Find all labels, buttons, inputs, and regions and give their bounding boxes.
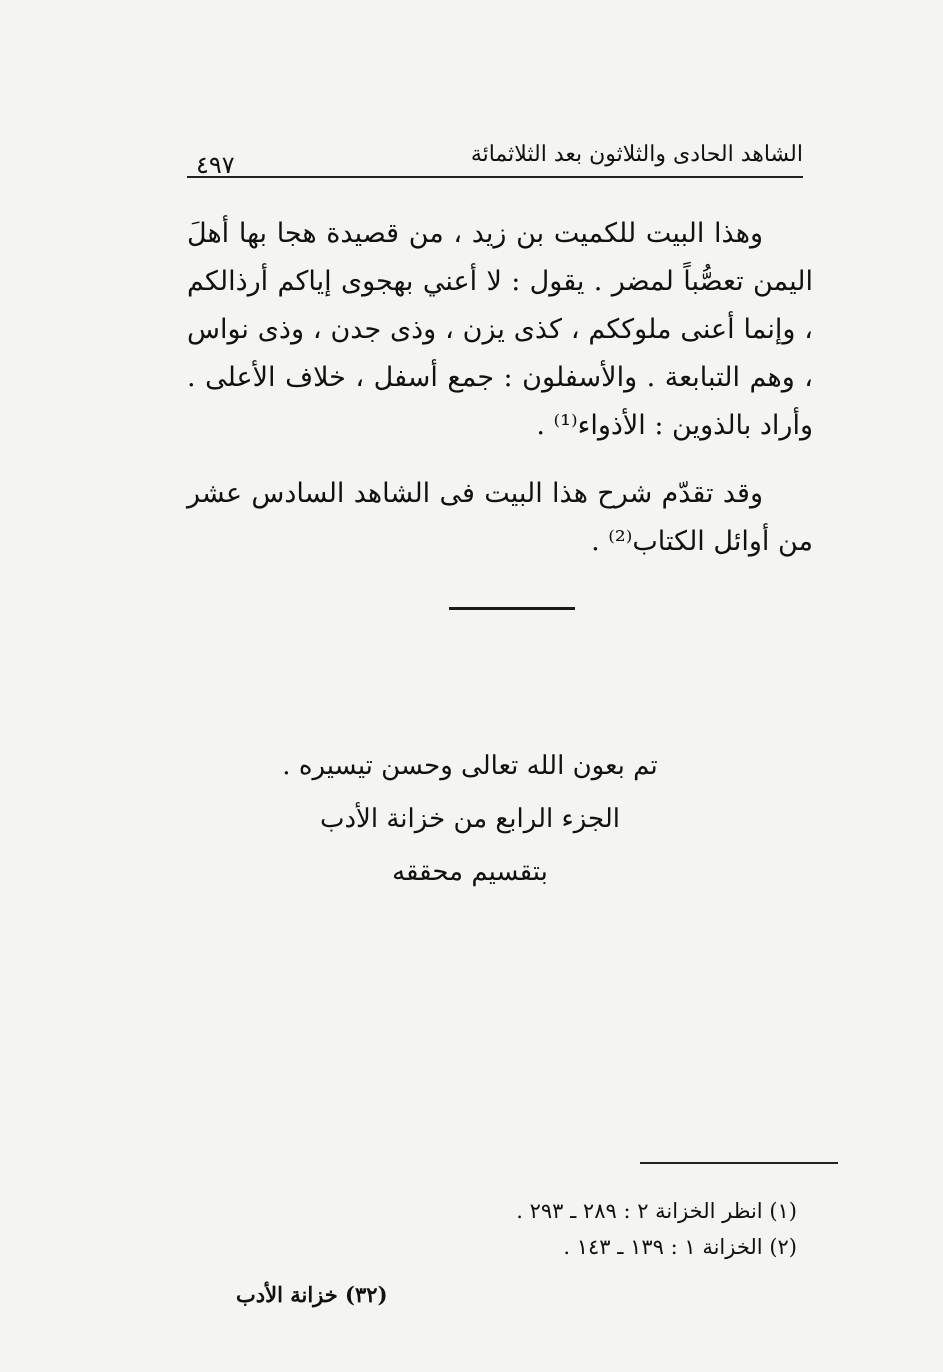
footnote-1: (١) انظر الخزانة ٢ : ٢٨٩ ـ ٢٩٣ .: [516, 1199, 797, 1223]
colophon-line-completion: تم بعون الله تعالى وحسن تيسيره .: [282, 751, 658, 781]
body-paragraph-1: وهذا البيت للكميت بن زيد ، من قصيدة هجا بها أهلَ اليمن تعصُّباً لمضر . يقول : لا أعني بهجوى إياكم أرذالكم ، وإنما أعنى ملوككم ، كذى يزن ، وذى جدن ، وذى نواس ، وهم التبابعة . والأسفلون : جمع أسفل ، خلاف الأعلى . وأراد بالذوين : الأذواء⁽¹⁾ .: [187, 218, 813, 441]
running-head: الشاهد الحادى والثلاثون بعد الثلاثمائة: [470, 142, 803, 167]
header-rule: [187, 176, 803, 178]
colophon: [270, 740, 670, 899]
footnotes: [377, 1193, 797, 1265]
section-divider: [449, 607, 575, 610]
page-number: ٤٩٧: [196, 151, 235, 179]
colophon-line-division: بتقسيم محققه: [392, 857, 548, 887]
footnote-separator: [640, 1162, 838, 1164]
printer-signature: (٣٢) خزانة الأدب: [236, 1282, 388, 1307]
footnote-2: (٢) الخزانة ١ : ١٣٩ ـ ١٤٣ .: [563, 1235, 797, 1259]
body-paragraph-2: وقد تقدّم شرح هذا البيت فى الشاهد السادس عشر من أوائل الكتاب⁽²⁾ .: [187, 478, 813, 557]
main-text: [187, 210, 813, 586]
colophon-line-volume: الجزء الرابع من خزانة الأدب: [320, 804, 620, 834]
